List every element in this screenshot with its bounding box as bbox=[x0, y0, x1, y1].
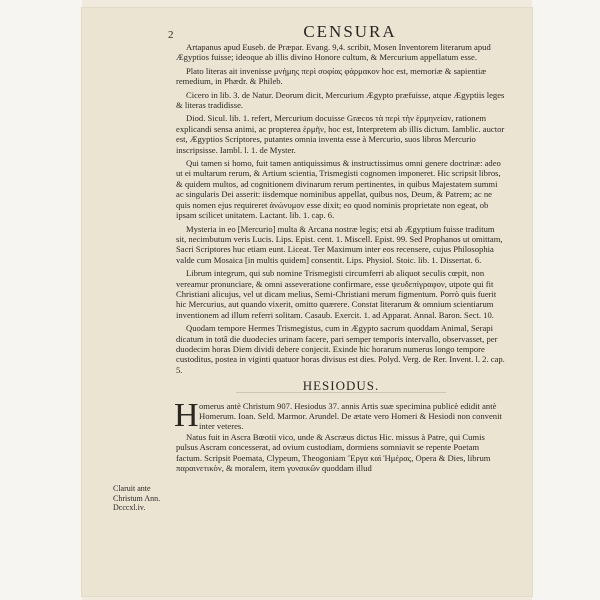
paragraph: Quodam tempore Hermes Trismegistus, cum in Ægypto sacrum quoddam Animal, Serapi dicatum in totâ die duodecies urinam facere, pari semper temporis intervallo, observasset, per duodecim horas Diem dividi debere conjecit. Exinde hic horarum numerus longo tempore custoditus, postea in viginti quatuor horas divisus est dies. Polyd. Verg. de Rer. Invent. l. 2. cap. 5. bbox=[176, 323, 505, 375]
paragraph: Cicero in lib. 3. de Natur. Deorum dicit, Mercurium Ægypto præfuisse, atque Ægyptiis leges & literas tradidisse. bbox=[176, 89, 505, 111]
paragraph: Natus fuit in Ascra Bœotii vico, unde & Ascræus dictus Hic. missus à Patre, qui Cumis pulsus Ascram concesserat, ad ovium custodiam, dormiens somniavit se repente Poetam factum. Scripsit Poemata, Clypeum, Theogoniam Ἔργα καὶ Ἡμέρας, Opera & Dies, librum παραινετικὸν, & moralem, item γυναικῶν quoddam illud bbox=[176, 431, 491, 474]
drop-cap: H bbox=[174, 396, 199, 434]
left-margin bbox=[0, 0, 82, 600]
paragraph: Librum integrum, qui sub nomine Trismegisti circumferri ab aliquot seculis cœpit, non vereamur pronunciare, & omni asseveratione confirmare, esse ψευδεπίγραφον, utpote qui fit Christiani alicujus, vel ut dicam melius, Semi-Christiani merum figmentum. Porrò quis fuerit hic Mercurius, aut quando vixerit, omitto quærere. Constat literarum & omnium scientiarum inventionem ad illum referri solitam. Casaub. Exercit. 1. ad Apparat. Annal. Baron. Sect. 10. bbox=[176, 268, 497, 320]
paragraph: Diod. Sicul. lib. 1. refert, Mercurium docuisse Græcos τὰ περὶ τὴν ἑρμηνείαν, rationem explicandi sensa animi, ac propterea ἑρμῆν, hoc est, Interpretem ab illis dictum. Iamblic. auctor est, Ægyptios Scriptores, putantes omnia inventa esse à Mercurio, suos libros Mercurio inscripsisse. Iambl. l. 1. de Myster. bbox=[176, 113, 505, 155]
section-heading: HESIODUS. bbox=[176, 381, 506, 392]
right-margin bbox=[532, 0, 600, 600]
page-number: 2 bbox=[168, 29, 174, 41]
paragraph: Plato literas ait invenisse μνήμης περὶ σοφίας φάρμακον hoc est, memoriæ & sapientiæ remedium, in Phædr. & Phileb. bbox=[176, 65, 487, 87]
section-paragraph bbox=[174, 396, 506, 434]
paragraph: Qui tamen si homo, fuit tamen antiquissimus & instructissimus omni genere doctrinæ: adeo ut ei multarum rerum, & Artium scientia, Trismegisti cognomen imponeret. Hic scripsit libros, & quidem multos, ad cognitionem divinarum rerum pertinentes, in quibus Majestatem summi ac singularis Dei asserit: iisdemque nominibus appellat, quibus nos, Deum, & Patrem; ac ne quis nomen ejus requireret ἀνώνυμον esse dixit; eo quod nominis proprietate non egeat, ob ipsam scilicet unitatem. Lactant. lib. 1. cap. 6. bbox=[176, 158, 501, 221]
paragraph: Mysteria in eo [Mercurio] multa & Arcana nostræ legis; etsi ab Ægyptium fuisse traditum sit, necimbutum veris Lucis. Lips. Epist. cent. 1. Miscell. Epist. 99. Sed Prophanos ut omittam, Sacri Scriptores huc etiam eunt. Liceat. Ter Maximum inter eos recensere, cujus Philosophia valde cum Mosaica [in multis quidem] consentit. Lips. Physiol. Stoic. lib. 1. Dissertat. 6. bbox=[176, 223, 503, 265]
margin-note: Claruit ante Christum Ann. Dcccxl.iv. bbox=[113, 484, 161, 512]
running-header bbox=[0, 22, 600, 42]
section-paragraph-text: omerus antè Christum 907. Hesiodus 37. annis Artis suæ specimina publicè edidit antè Homerum. Ioan. Seld. Marmor. Arundel. De ætate vero Homeri & Hesiodi non convenit inter veteres. bbox=[199, 400, 502, 432]
text-body bbox=[176, 42, 506, 476]
page-title: CENSURA bbox=[303, 22, 397, 41]
paragraph: Artapanus apud Euseb. de Præpar. Evang. 9,4. scribit, Mosen Inventorem literarum apud Ægyptios fuisse; ideoque ab illis divino Honore cultum, & Mercurium appellatum esse. bbox=[176, 42, 491, 63]
